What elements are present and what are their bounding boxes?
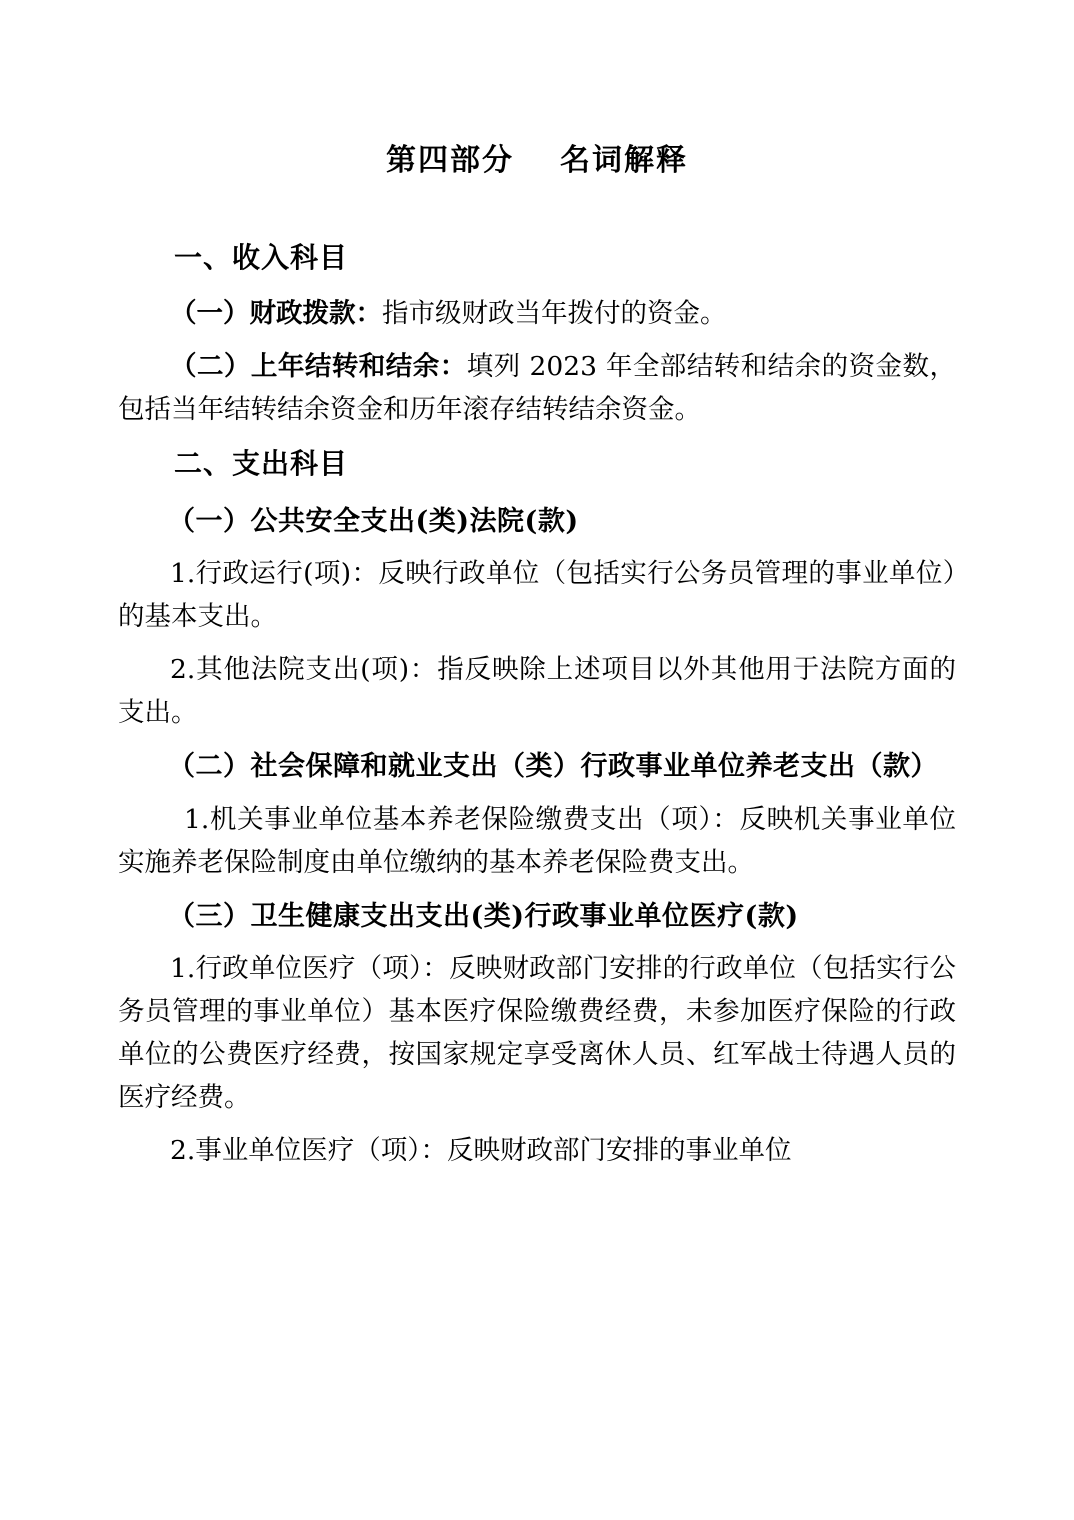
term-definition: 填列 2023 年全部结转和结余的资金数，包括当年结转结余资金和历年滚存结转结余资金。: [118, 351, 957, 426]
term-label: （一）财政拨款：: [170, 298, 382, 330]
page-title-sub: 名词解释: [560, 143, 688, 178]
body-paragraph: [118, 293, 956, 336]
paragraph-text: 2.事业单位医疗（项）：反映财政部门安排的事业单位: [170, 1134, 792, 1166]
subsection-heading: [118, 745, 956, 789]
body-paragraph: [118, 553, 956, 639]
term-definition: 指市级财政当年拨付的资金。: [382, 298, 727, 330]
subsection-heading: [118, 500, 956, 544]
body-paragraph: [118, 346, 956, 432]
page-title: [118, 140, 956, 182]
body-paragraph: [118, 799, 956, 885]
paragraph-text: （三）卫生健康支出支出(类)行政事业单位医疗(款): [168, 900, 799, 932]
body-paragraph: [118, 1130, 956, 1173]
section-heading: [118, 442, 956, 485]
paragraph-text: 一、收入科目: [174, 241, 349, 274]
page-title-main: 第四部分: [386, 143, 514, 178]
paragraph-text: （二）社会保障和就业支出（类）行政事业单位养老支出（款）: [168, 750, 938, 782]
section-heading: [118, 236, 956, 279]
document-body: [118, 236, 956, 1173]
body-paragraph: [118, 948, 956, 1120]
paragraph-text: 1.行政运行(项)：反映行政单位（包括实行公务员管理的事业单位）的基本支出。: [118, 558, 956, 633]
term-label: （二）上年结转和结余：: [170, 351, 467, 383]
paragraph-text: 二、支出科目: [174, 447, 349, 481]
paragraph-text: 1.行政单位医疗（项）：反映财政部门安排的行政单位（包括实行公务员管理的事业单位）基本医疗保险缴费经费，未参加医疗保险的行政单位的公费医疗经费，按国家规定享受离休人员、红军战士待遇人员的医疗经费。: [118, 953, 956, 1114]
body-paragraph: [118, 649, 956, 735]
paragraph-text: 2.其他法院支出(项)：指反映除上述项目以外其他用于法院方面的支出。: [118, 654, 956, 729]
paragraph-text: 1.机关事业单位基本养老保险缴费支出（项）：反映机关事业单位实施养老保险制度由单位缴纳的基本养老保险费支出。: [118, 803, 956, 878]
subsection-heading: [118, 895, 956, 939]
paragraph-text: （一）公共安全支出(类)法院(款): [168, 505, 579, 537]
